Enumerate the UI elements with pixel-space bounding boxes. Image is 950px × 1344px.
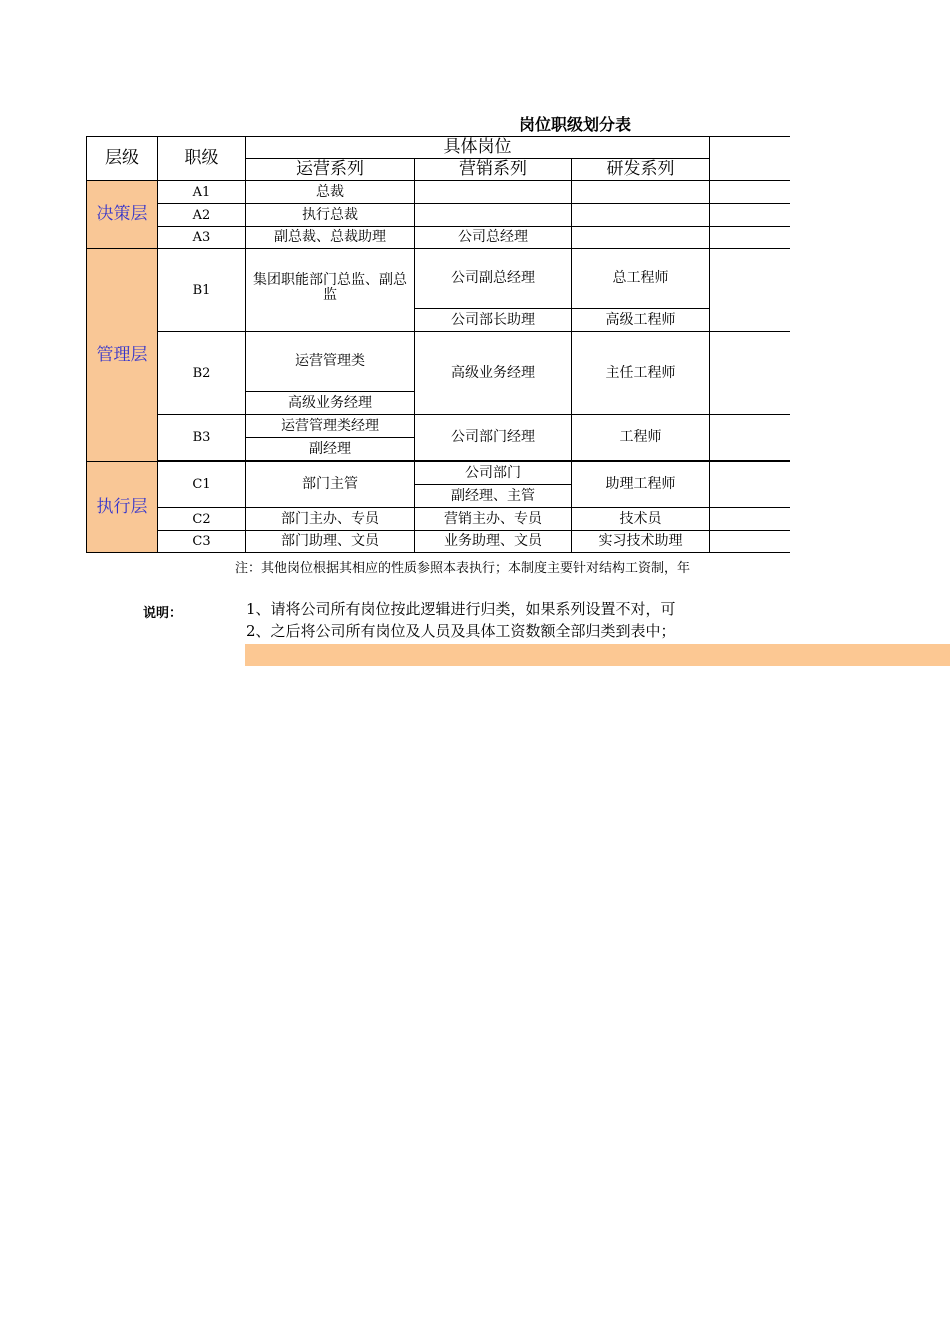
cell-a2-rd: [572, 204, 710, 227]
explain-line-1: 1、请将公司所有岗位按此逻辑进行归类，如果系列设置不对，可: [246, 600, 676, 618]
cell-a2-mkt: [415, 204, 572, 227]
grade-b3: B3: [158, 415, 246, 461]
cell-b3-ops-bottom: 副经理: [246, 438, 415, 461]
cell-c1-mkt-bottom: 副经理、主管: [415, 485, 572, 508]
cell-a2-extra: [710, 204, 797, 227]
cell-a1-mkt: [415, 181, 572, 204]
cell-c2-extra: [710, 508, 797, 531]
cell-a3-extra: [710, 227, 797, 249]
level-execution: 执行层: [87, 462, 158, 553]
cell-a1-rd: [572, 181, 710, 204]
grade-a2: A2: [158, 204, 246, 227]
cell-c3-ops: 部门助理、文员: [246, 531, 415, 553]
grade-c3: C3: [158, 531, 246, 553]
cell-b3-extra: [710, 415, 797, 461]
header-extra-cell: [710, 137, 797, 181]
cell-b3-mkt: 公司部门经理: [415, 415, 572, 461]
page-clip-right-2: [800, 592, 950, 642]
cell-b2-rd: 主任工程师: [572, 332, 710, 415]
level-management: 管理层: [87, 249, 158, 462]
cell-c1-ops: 部门主管: [246, 462, 415, 508]
grade-a1: A1: [158, 181, 246, 204]
sheet-title: 岗位职级划分表: [519, 115, 632, 134]
cell-c1-mkt-top: 公司部门: [415, 462, 572, 485]
cell-a3-rd: [572, 227, 710, 249]
footnote: 注：其他岗位根据其相应的性质参照本表执行；本制度主要针对结构工资制，年: [235, 561, 691, 576]
cell-c2-mkt: 营销主办、专员: [415, 508, 572, 531]
cell-a2-ops: 执行总裁: [246, 204, 415, 227]
cell-b1-rd-top: 总工程师: [572, 249, 710, 309]
cell-a1-ops: 总裁: [246, 181, 415, 204]
cell-b1-mkt-top: 公司副总经理: [415, 249, 572, 309]
cell-c3-mkt: 业务助理、文员: [415, 531, 572, 553]
grade-table: [86, 136, 797, 553]
level-decision: 决策层: [87, 181, 158, 249]
grade-a3: A3: [158, 227, 246, 249]
cell-c3-rd: 实习技术助理: [572, 531, 710, 553]
header-positions: 具体岗位: [246, 137, 710, 159]
cell-c2-rd: 技术员: [572, 508, 710, 531]
header-grade: 职级: [158, 137, 246, 181]
cell-b2-ops-bottom: 高级业务经理: [246, 392, 415, 415]
cell-a3-mkt: 公司总经理: [415, 227, 572, 249]
cell-b2-extra: [710, 332, 797, 415]
cell-b1-ops: 集团职能部门总监、副总监: [246, 249, 415, 332]
grade-c2: C2: [158, 508, 246, 531]
highlight-band: [245, 644, 950, 666]
grade-c1: C1: [158, 462, 246, 508]
cell-c3-extra: [710, 531, 797, 553]
explain-line-2: 2、之后将公司所有岗位及人员及具体工资数额全部归类到表中；: [246, 622, 676, 640]
cell-a3-ops: 副总裁、总裁助理: [246, 227, 415, 249]
header-rd-series: 研发系列: [572, 159, 710, 181]
cell-b3-ops-top: 运营管理类经理: [246, 415, 415, 438]
header-level: 层级: [87, 137, 158, 181]
header-mkt-series: 营销系列: [415, 159, 572, 181]
cell-c1-extra: [710, 462, 797, 508]
grade-b1: B1: [158, 249, 246, 332]
cell-b1-mkt-bottom: 公司部长助理: [415, 309, 572, 332]
grade-b2: B2: [158, 332, 246, 415]
explain-label: 说明：: [143, 606, 183, 621]
cell-b2-ops-top: 运营管理类: [246, 332, 415, 392]
cell-b2-mkt: 高级业务经理: [415, 332, 572, 415]
cell-b1-extra: [710, 249, 797, 332]
cell-a1-extra: [710, 181, 797, 204]
header-ops-series: 运营系列: [246, 159, 415, 181]
cell-c2-ops: 部门主办、专员: [246, 508, 415, 531]
cell-b3-rd: 工程师: [572, 415, 710, 461]
page-clip-right: [790, 130, 950, 560]
cell-b1-rd-bottom: 高级工程师: [572, 309, 710, 332]
cell-c1-rd: 助理工程师: [572, 462, 710, 508]
